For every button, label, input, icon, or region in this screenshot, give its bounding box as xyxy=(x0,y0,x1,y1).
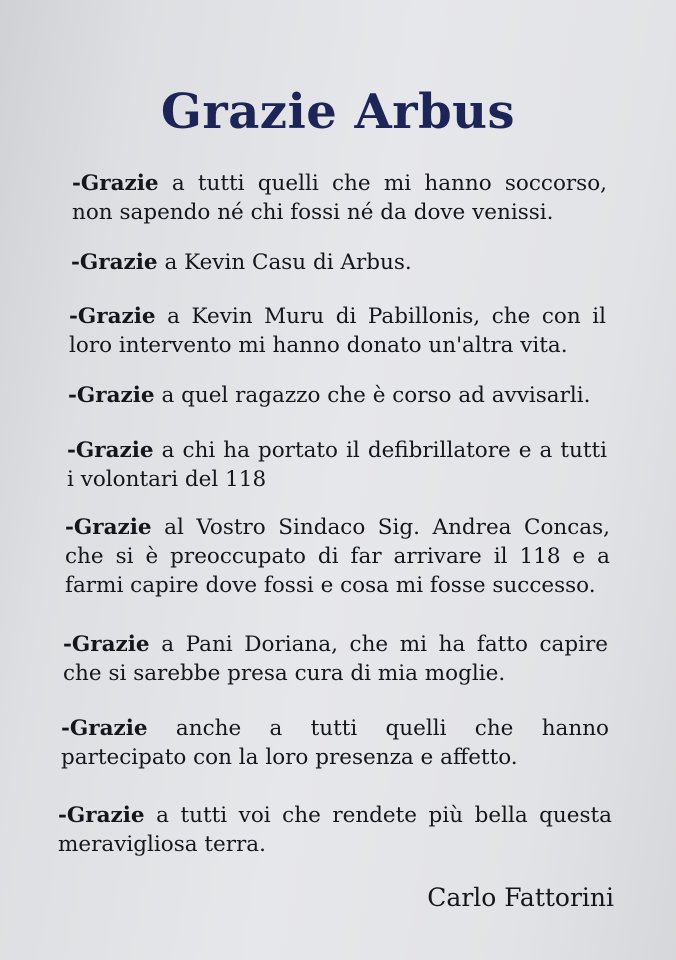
paragraph-lead: -Grazie xyxy=(68,383,155,408)
paragraph-3 xyxy=(69,302,606,360)
paragraph-lead: -Grazie xyxy=(58,803,145,828)
paragraph-lead: -Grazie xyxy=(61,716,148,741)
paragraph-8 xyxy=(61,714,609,772)
paragraph-text: a quel ragazzo che è corso ad avvisarli. xyxy=(154,383,591,408)
paragraph-9 xyxy=(58,801,612,859)
paragraph-6 xyxy=(65,513,610,600)
paragraph-lead: -Grazie xyxy=(63,632,150,657)
paragraph-lead: -Grazie xyxy=(71,250,158,275)
paragraph-2 xyxy=(71,248,606,277)
paragraph-7 xyxy=(63,630,608,688)
paragraph-1 xyxy=(72,169,607,227)
page-title: Grazie Arbus xyxy=(160,84,516,140)
paragraph-5 xyxy=(67,436,607,494)
paragraph-text: anche a tutti quelli che hanno partecipato con la loro presenza e affetto. xyxy=(61,716,609,770)
paragraph-text: a tutti quelli che mi hanno soccorso, non sapendo né chi fossi né da dove venissi. xyxy=(72,171,607,225)
paragraph-text: a Kevin Muru di Pabillonis, che con il loro intervento mi hanno donato un'altra vita. xyxy=(69,304,606,358)
paragraph-text: a chi ha portato il defibrillatore e a tutti i volontari del 118 xyxy=(67,438,607,492)
paragraph-lead: -Grazie xyxy=(72,171,159,196)
paragraph-text: al Vostro Sindaco Sig. Andrea Concas, che si è preoccupato di far arrivare il 118 e a farmi capire dove fossi e cosa mi fosse successo. xyxy=(65,515,610,598)
paragraph-text: a Kevin Casu di Arbus. xyxy=(157,250,412,275)
paragraph-text: a Pani Doriana, che mi ha fatto capire che si sarebbe presa cura di mia moglie. xyxy=(63,632,608,686)
paragraph-lead: -Grazie xyxy=(67,438,154,463)
paragraph-lead: -Grazie xyxy=(69,304,156,329)
paragraph-lead: -Grazie xyxy=(65,515,152,540)
paragraph-4 xyxy=(68,381,608,410)
paragraph-text: a tutti voi che rendete più bella questa meravigliosa terra. xyxy=(58,803,612,857)
signature: Carlo Fattorini xyxy=(427,883,614,912)
